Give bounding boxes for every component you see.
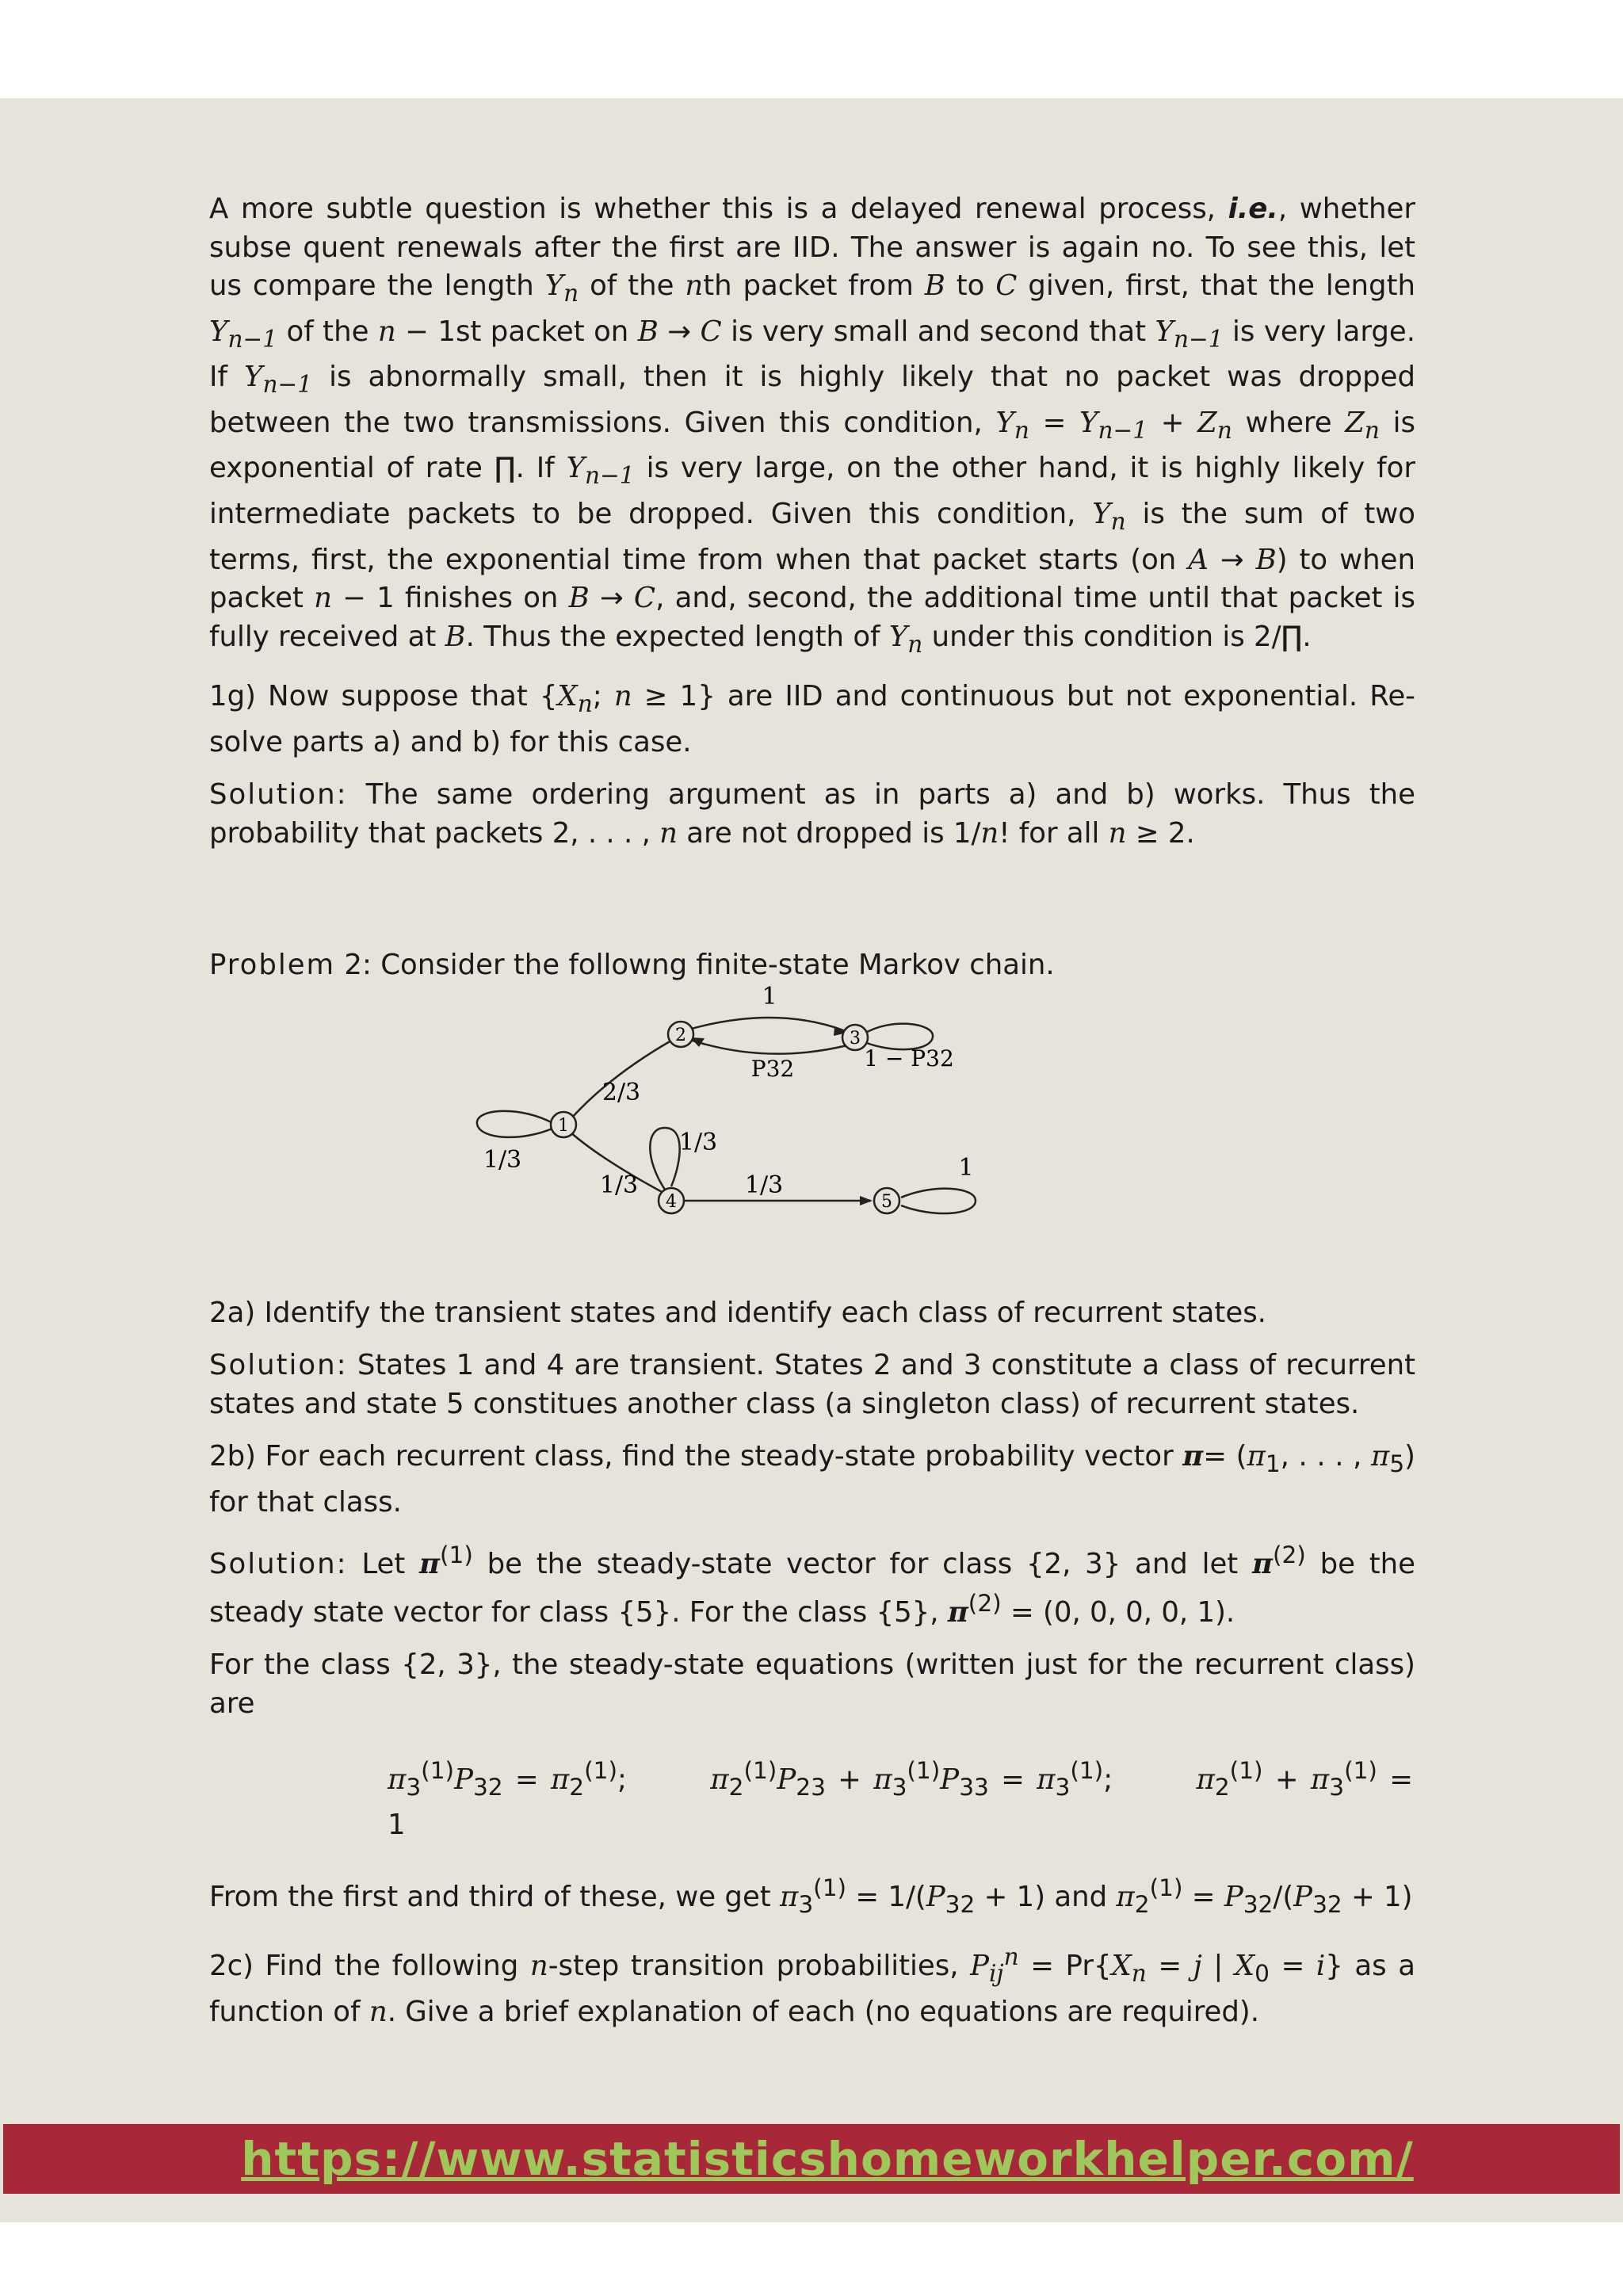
edge-2-3 [689,1018,846,1031]
equations-intro: For the class {2, 3}, the steady-state equations (written just for the recurrent class) are [209,1648,1415,1720]
state-4-label: 4 [666,1191,677,1212]
label-self-4: 1/3 [678,1128,718,1156]
equation-1: $\pi_3^{(1)}P_{32} = \pi_2^{(1)}$; [388,1757,627,1801]
question-2b: 2b) For each recurrent class, find the steady-state probability vector $\pi= (\pi_1$, . . . , $\pi_5$) for that class. [209,1440,1415,1519]
state-5-label: 5 [881,1191,892,1212]
arrow-4-5 [860,1196,873,1205]
question-2c: 2c) Find the following n-step transition probabilities, $P_{ij}^n = Pr\{X_n = j$ | $X_0 = i$} as a function of n. Give a brief explanation of each (no equations are required). [209,1943,1416,2028]
footer-banner [3,2124,1620,2194]
edge-3-2 [693,1041,847,1054]
label-3-2: P32 [750,1055,795,1082]
paragraph-renewal: A more subtle question is whether this is a delayed renewal process, i.e., whether subse quent renewals after the first are IID. The answer is again no. To see this, let us compare the length $Y_n$ of the nth packet from B to C given, first, that the length $Y_{n-1}$ of the n − 1st packet on B → C is very small and second that $Y_{n-1}$ is very large. If $Y_{n-1}$ is abnormally small, then it is highly likely that no packet was dropped between the two transmissions. Given this condition, $Y_n = Y_{n-1} + Z_n$ where $Z_n$ is exponential of rate ∏. If $Y_{n-1}$ is very large, on the other hand, it is highly likely for intermediate packets to be dropped. Given this condition, $Y_n$ is the sum of two terms, first, the exponential time from when that packet starts (on A → B) to when packet n − 1 finishes on B → C, and, second, the additional time until that packet is fully received at B. Thus the expected length of $Y_n$ under this condition is 2/∏. [209,193,1415,658]
label-1-4: 1/3 [599,1171,639,1199]
self-loop-4 [650,1128,679,1190]
steady-state-equations [209,1752,1415,1845]
state-1-label: 1 [558,1115,569,1136]
self-loop-5 [901,1188,976,1213]
self-loop-1 [477,1111,554,1137]
footer-website-link[interactable]: https://www.statisticshomeworkhelper.com/ [241,2132,1414,2186]
solution-2a: Solution: States 1 and 4 are transient. States 2 and 3 constitute a class of recurrent states and state 5 constitues another class (a singleton class) of recurrent states. [209,1349,1415,1420]
solution-2b: Solution: Let $\pi^{(1)}$ be the steady-state vector for class {2, 3} and let $\pi^{(2)}$ be the steady state vector for class {5}. For the class {5}, $\pi^{(2)} = (0$, 0, 0, 0, 1). [209,1541,1415,1629]
state-3-label: 3 [850,1028,861,1049]
label-2-3: 1 [762,984,777,1010]
label-self-1: 1/3 [483,1145,522,1174]
state-2-label: 2 [675,1025,686,1045]
markov-chain-diagram [332,985,1045,1255]
derived-solution: From the first and third of these, we get $\pi_3^{(1)} = 1/(P_{32} + 1)$ and $\pi_2^{(1)} = P_{32}/(P_{32} + 1)$ [209,1874,1413,1918]
label-1-2: 2/3 [601,1078,641,1106]
label-4-5: 1/3 [744,1171,784,1199]
equation-3: $\pi_2^{(1)} + \pi_3^{(1)} = 1$ [388,1757,1414,1842]
label-self-3: 1 − P32 [864,1045,954,1072]
problem-2-heading: Problem 2: Consider the followng finite-state Markov chain. [209,949,1055,982]
question-1g: 1g) Now suppose that {$X_n$; n ≥ 1} are IID and continuous but not exponential. Re-solve parts a) and b) for this case. [209,680,1415,758]
label-self-5: 1 [958,1153,974,1182]
question-2a: 2a) Identify the transient states and identify each class of recurrent states. [209,1296,1266,1329]
document-body [209,190,1415,2046]
solution-1g: Solution: The same ordering argument as in parts a) and b) works. Thus the probability that packets 2, . . . , n are not dropped is 1/n! for all n ≥ 2. [209,778,1415,850]
equation-2: $\pi_2^{(1)}P_{23} + \pi_3^{(1)}P_{33} = \pi_3^{(1)}$; [710,1757,1113,1801]
